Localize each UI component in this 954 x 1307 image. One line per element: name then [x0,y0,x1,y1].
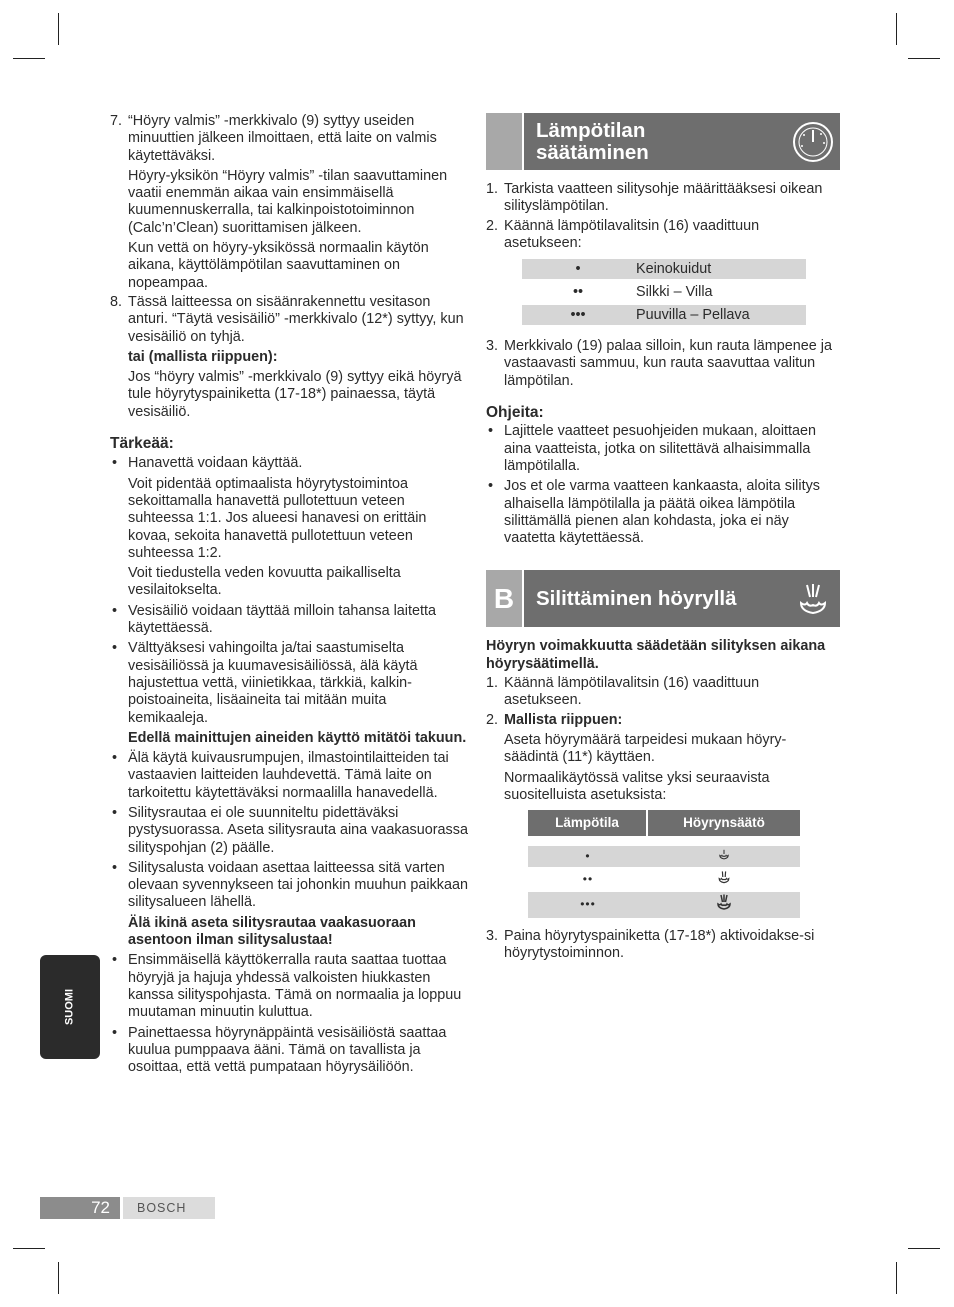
section-letter: B [486,570,524,627]
tips-heading: Ohjeita: [486,404,544,422]
paragraph: Välttyäksesi vahingoilta ja/tai saastumiselta vesisäiliössä ja kuumavesisäiliössä, älä käytä hajustettua vettä, viinietikkaa, tärkkiä, kalkin-poistoaineita, lisäaineita tai mitään muita kemikaaleja. [128,640,418,726]
list-item-8 [110,294,468,421]
paragraph-bold: Mallista riippuen: [504,711,623,728]
paragraph: Paina höyrytyspainiketta (17-18*) aktivoidakse-si höyrytystoiminnon. [504,927,815,962]
paragraph-bold: Edellä mainittujen aineiden käyttö mitätöi takuun. [128,729,467,746]
column-header: Lämpötila [528,810,648,836]
paragraph: Tässä laitteessa on sisäänrakennettu vesitason anturi. “Täytä vesisäiliö” -merkkivalo (12*) syttyy, kun vesisäiliö on tyhjä. [128,293,464,345]
crop-mark [908,1248,940,1249]
bullet: • [488,423,494,440]
bullet: • [112,859,118,876]
bullet: • [112,455,118,472]
bullet: • [112,602,118,619]
column-header: Höyrynsäätö [648,810,800,836]
crop-mark [58,13,59,45]
crop-mark [908,58,940,59]
bullet-item [110,640,468,747]
bullet-item [110,455,468,599]
table-row [528,838,800,844]
temp-dots: ••• [528,892,648,917]
table-row [522,259,806,279]
bullet-item [110,750,468,802]
list-number: 1. [486,181,499,197]
page-footer [40,1197,215,1219]
paragraph: Kun vettä on höyry-yksikössä normaalin käytön aikana, käyttölämpötilan saavuttaminen on nopeampaa. [128,240,429,291]
step-item [486,181,840,216]
paragraph: Painettaessa höyrynäppäintä vesisäiliöstä saattaa kuulua pumppaava ääni. Tämä on tavallista ja osoittaa, että vettä pumpataan höyrysäiliöön. [128,1024,447,1076]
paragraph: Silitysrautaa ei ole suunniteltu pidettäväksi pystysuorassa. Aseta silitysrauta aina vaakasuorassa silityspohjan (2) päälle. [128,804,468,856]
section-tab [486,113,524,170]
paragraph-bold: tai (mallista riippuen): [128,348,278,365]
temp-dots: •• [572,283,584,300]
paragraph: Voit tiedustella veden kovuutta paikalliselta vesilaitokselta. [128,565,401,599]
steam-icon [786,570,840,627]
language-side-tab [40,955,100,1059]
table-header-row [528,810,800,836]
section-title: Silittäminen höyryllä [536,586,737,610]
crop-mark [13,58,45,59]
steam-level-2-icon [648,869,800,890]
list-number: 2. [486,711,499,728]
paragraph: Normaalikäytössä valitse yksi seuraavista suositelluista asetuksista: [504,769,770,803]
fabric-label: Silkki – Villa [636,283,713,300]
table-row [522,282,806,302]
section-header-steam [486,570,840,627]
bullet: • [112,804,118,821]
steam-level-1-icon [648,846,800,867]
temp-dots: • [528,846,648,867]
bullet-item [486,478,840,547]
language-label: SUOMI [63,988,76,1026]
paragraph: “Höyry valmis” -merkkivalo (9) syttyy useiden minuuttien jälkeen ilmoittaen, että laite on valmis käytettäväksi. [128,113,437,164]
table-row [528,892,800,917]
list-number: 2. [486,217,499,234]
section-header-temperature [486,113,840,170]
list-number: 3. [486,338,499,355]
step-item [486,675,840,710]
list-number: 3. [486,927,499,944]
paragraph: Hanavettä voidaan käyttää. [128,455,303,472]
left-column [110,111,468,1076]
bullet-item [110,860,468,949]
bullet: • [488,478,494,495]
table-row [522,305,806,325]
paragraph: Jos “höyry valmis” -merkkivalo (9) syttyy eikä höyryä tule höyrytyspainiketta (17-18*) painaessa, täytä vesisäiliö. [128,369,462,420]
bullet-item [486,423,840,475]
list-number: 7. [110,113,123,129]
bullet: • [112,750,118,767]
list-number: 8. [110,293,123,310]
fabric-label: Keinokuidut [634,259,806,279]
crop-mark [896,13,897,45]
paragraph: Lajittele vaatteet pesuohjeiden mukaan, aloittaen aina vaatteista, jotka on silitettävä alhaisimmalla lämpötilalla. [504,423,817,474]
paragraph-bold: Älä ikinä aseta silitysrautaa vaakasuoraan asentoon ilman silitysalustaa! [128,914,416,949]
temp-dots: • [522,259,634,279]
step-item [486,928,840,963]
paragraph: Älä käytä kuivausrumpujen, ilmastointilaitteiden tai vastaavien laitteiden lauhdevettä. Tämä laite on tarkoitettu käytettäväksi normaalilla hanavedellä. [128,750,449,801]
steam-level-3-icon [648,892,800,917]
bullet-item [110,805,468,857]
section-title-line: Lämpötilan [536,118,646,142]
section-title-line: säätäminen [536,140,649,164]
bullet: • [112,1024,118,1041]
section-title [524,113,786,170]
temperature-dial-icon [786,113,840,170]
crop-mark [58,1262,59,1294]
bullet-item [110,603,468,638]
bullet-item [110,952,468,1021]
page-number: 72 [40,1197,120,1219]
step-item [486,712,840,804]
temperature-table [522,256,806,328]
table-row [528,869,800,890]
paragraph: Merkkivalo (19) palaa silloin, kun rauta lämpenee ja vastaavasti sammuu, kun rauta saavuttaa valitun lämpötilan. [504,338,832,389]
fabric-label: Puuvilla – Pellava [634,305,806,325]
list-item-7 [110,113,468,292]
paragraph: Aseta höyrymäärä tarpeidesi mukaan höyry-säädintä (11*) käyttäen. [504,731,787,766]
paragraph: Tarkista vaatteen silitysohje määrittääksesi oikean silityslämpötilan. [504,181,823,215]
step-item [486,338,840,390]
temp-dots: •• [582,872,594,887]
temp-dots: ••• [522,305,634,325]
steam-settings-table [528,808,800,920]
list-number: 1. [486,675,499,692]
brand-label: BOSCH [123,1197,215,1219]
paragraph-bold: Höyryn voimakkuutta säädetään silityksen aikana höyrysäätimellä. [486,638,826,672]
paragraph: Jos et ole varma vaatteen kankaasta, aloita silitys alhaisella lämpötilalla ja päätä oikea lämpötila silittämällä pienen alan kohdasta, joka ei näy vaatetta käytettäessä. [504,478,820,547]
bullet: • [112,952,118,969]
paragraph: Silitysalusta voidaan asettaa laitteessa sitä varten olevaan syvennykseen tai johonkin muuhun paikkaan silitysalueen lähellä. [128,859,469,911]
paragraph: Ensimmäisellä käyttökerralla rauta saattaa tuottaa höyryjä ja hajuja yhdessä valkoisten hiukkasten kanssa silityspohjasta. Tämä on normaalia ja loppuu muutaman minuutin kuluttua. [128,952,462,1021]
paragraph: Voit pidentää optimaalista höyrytystoimintoa sekoittamalla hanavettä pullotettuun veteen suhteessa 1:1. Jos alueesi hanavesi on erittäin kovaa, sekoita hanavettä pullotettuun veteen suhteessa 1:2. [128,475,427,561]
bullet-item [110,1025,468,1077]
crop-mark [896,1262,897,1294]
paragraph: Käännä lämpötilavalitsin (16) vaadittuun asetukseen: [504,217,760,251]
paragraph: Höyry-yksikön “Höyry valmis” -tilan saavuttaminen vaatii enemmän aikaa vain ensimmäisellä kuumennuskerralla, tai kalkinpoistotoiminnon (Calc’n’Clean) suorittamisen jälkeen. [128,167,448,236]
table-row [528,846,800,867]
paragraph: Vesisäiliö voidaan täyttää milloin tahansa laitetta käytettäessä. [128,602,436,637]
step-item [486,218,840,253]
right-column [486,113,840,962]
crop-mark [13,1248,45,1249]
paragraph: Käännä lämpötilavalitsin (16) vaadittuun asetukseen. [504,675,760,709]
important-heading: Tärkeää: [110,435,174,453]
bullet: • [112,640,118,657]
